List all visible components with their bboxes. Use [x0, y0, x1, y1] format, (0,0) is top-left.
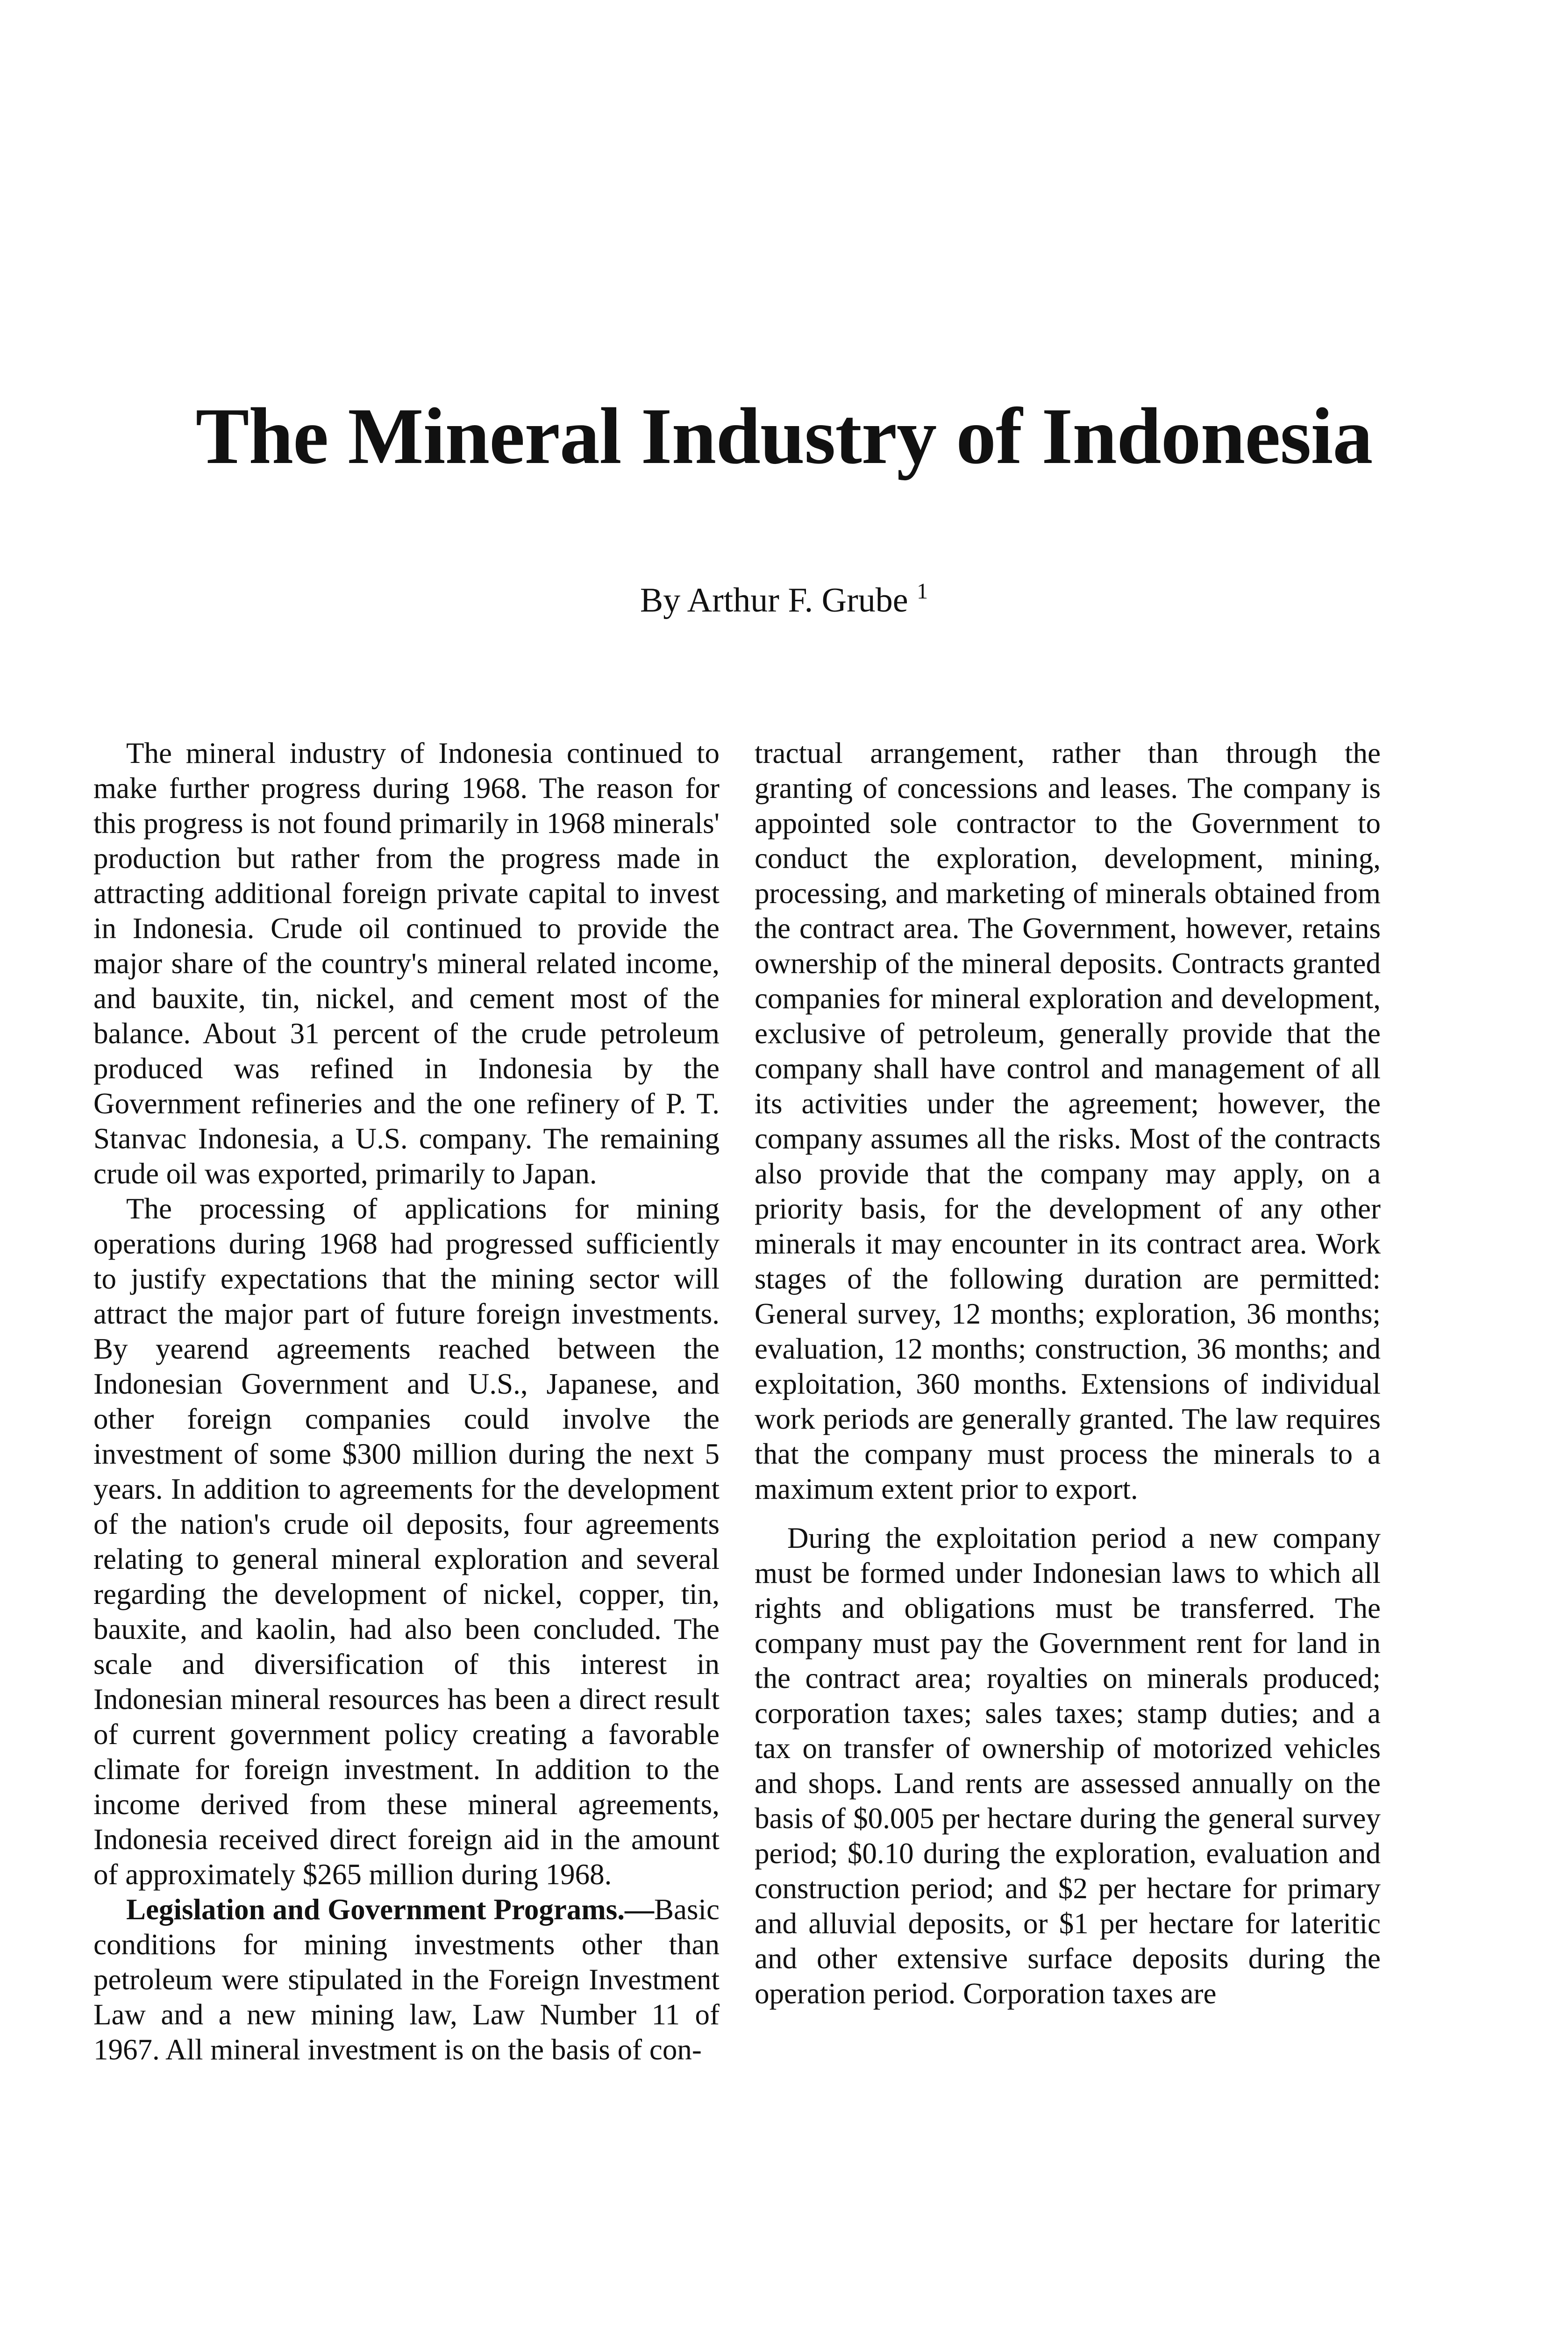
byline	[0, 579, 1568, 620]
right-column	[755, 736, 1381, 2011]
paragraph	[93, 1892, 720, 2067]
paragraph-text: Basic conditions for mining investments other than petroleum were stipulated in the Foreign Investment Law and a new mining law, Law Number 11 of 1967. All mineral investment is on the basis of con-	[93, 1893, 720, 2066]
paragraph: During the exploitation period a new company must be formed under Indonesian laws to which all rights and obligations must be transferred. The company must pay the Government rent for land in the contract area; royalties on minerals produced; corporation taxes; sales taxes; stamp duties; and a tax on transfer of ownership of motorized vehicles and shops. Land rents are assessed annually on the basis of $0.005 per hectare during the general survey period; $0.10 during the exploration, evaluation and construction period; and $2 per hectare for primary and alluvial deposits, or $1 per hectare for lateritic and other extensive surface deposits during the operation period. Corporation taxes are	[755, 1522, 1381, 2010]
footnote-marker: 1	[917, 579, 928, 604]
page-title: The Mineral Industry of Indonesia	[195, 392, 1373, 481]
paragraph: The processing of applications for mining operations during 1968 had progressed sufficiently to justify expectations that the mining sector will attract the major part of future foreign investments. By yearend agreements reached between the Indonesian Government and U.S., Japanese, and other foreign companies could involve the investment of some $300 million during the next 5 years. In addition to agreements for the development of the nation's crude oil deposits, four agreements relating to general mineral exploration and several regarding the development of nickel, copper, tin, bauxite, and kaolin, had also been concluded. The scale and diversification of this interest in Indonesian mineral resources has been a direct result of current government policy creating a favorable climate for foreign investment. In addition to the income derived from these mineral agreements, Indonesia received direct foreign aid in the amount of approximately $265 million during 1968.	[93, 1192, 720, 1891]
paragraph: tractual arrangement, rather than through the granting of concessions and leases. The company is appointed sole contractor to the Government to conduct the exploration, development, mining, processing, and marketing of minerals obtained from the contract area. The Government, however, retains ownership of the mineral deposits. Contracts granted companies for mineral exploration and development, exclusive of petroleum, generally provide that the company shall have control and management of all its activities under the agreement; however, the company assumes all the risks. Most of the contracts also provide that the company may apply, on a priority basis, for the development of any other minerals it may encounter in its contract area. Work stages of the following duration are permitted: General survey, 12 months; exploration, 36 months; evaluation, 12 months; construction, 36 months; and exploitation, 360 months. Extensions of individual work periods are generally granted. The law requires that the company must process the minerals to a maximum extent prior to export.	[755, 737, 1381, 1505]
left-column	[93, 736, 720, 2067]
paragraph: The mineral industry of Indonesia continued to make further progress during 1968. The reason for this progress is not found primarily in 1968 minerals' production but rather from the progress made in attracting additional foreign private capital to invest in Indonesia. Crude oil continued to provide the major share of the country's mineral related income, and bauxite, tin, nickel, and cement most of the balance. About 31 percent of the crude petroleum produced was refined in Indonesia by the Government refineries and the one refinery of P. T. Stanvac Indonesia, a U.S. company. The remaining crude oil was exported, primarily to Japan.	[93, 737, 720, 1190]
section-heading: Legislation and Government Programs.—	[126, 1893, 655, 1926]
author-line: By Arthur F. Grube	[640, 581, 908, 620]
